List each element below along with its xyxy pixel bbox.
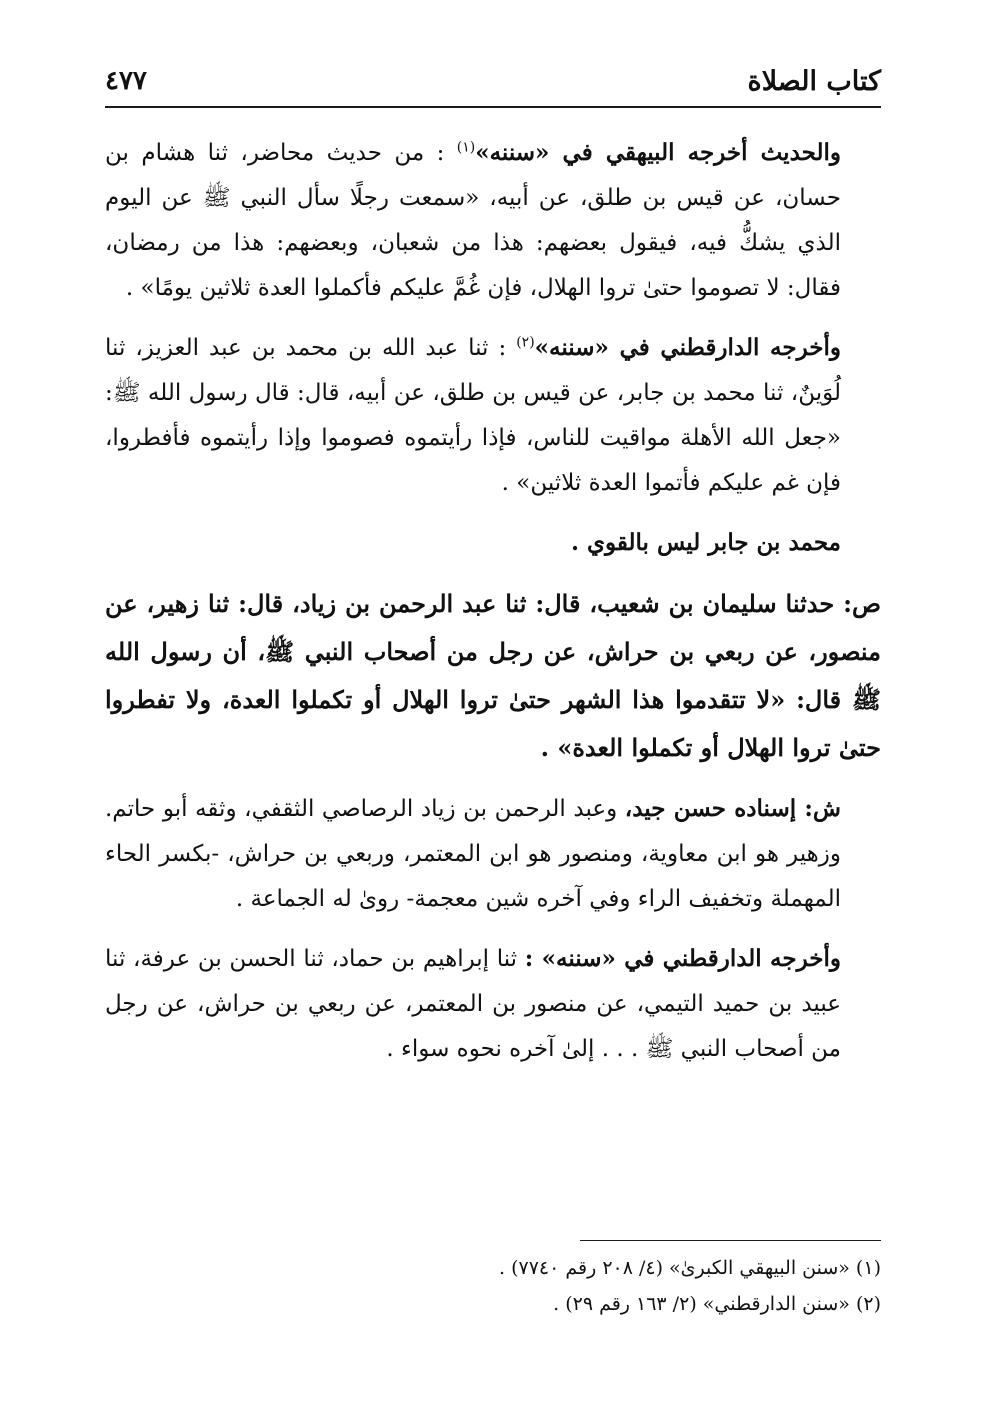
header-rule xyxy=(105,106,881,108)
paragraph-daraqutni-2 xyxy=(105,936,881,1072)
sharh-commentary xyxy=(105,786,881,922)
paragraph-text: : من حديث محاضر، ثنا هشام بن حسان، عن قيس بن طلق، عن أبيه، «سمعت رجلًا سأل النبي ﷺ عن اليوم الذي يشكُّ فيه، فيقول بعضهم: هذا من شعبان، وبعضهم: هذا من رمضان، فقال: لا تصوموا حتىٰ تروا الهلال، فإن غُمَّ عليكم فأكملوا العدة ثلاثين يومًا» . xyxy=(105,140,841,301)
matn-hadith: ص: حدثنا سليمان بن شعيب، قال: ثنا عبد الرحمن بن زياد، قال: ثنا زهير، عن منصور، عن ربعي بن حراش، عن رجل من أصحاب النبي ﷺ، أن رسول الله ﷺ قال: «لا تتقدموا هذا الشهر حتىٰ تروا الهلال أو تكملوا العدة، ولا تفطروا حتىٰ تروا الهلال أو تكملوا العدة» . xyxy=(105,589,882,762)
paragraph-jabir-note xyxy=(105,520,881,566)
footnote-1: (١) «سنن البيهقي الكبرىٰ» (٤/ ٢٠٨ رقم ٧٧٤٠) . xyxy=(499,1257,881,1279)
paragraph-lead: محمد بن جابر ليس بالقوي . xyxy=(570,529,841,556)
footnote-ref-1: (١) xyxy=(456,139,476,156)
paragraph-text: : ثنا عبد الله بن محمد بن عبد العزيز، ثنا لُوَينٌ، ثنا محمد بن جابر، عن قيس بن طلق، عن أبيه، قال: قال رسول الله ﷺ: «جعل الله الأهلة مواقيت للناس، فإذا رأيتموه فصوموا وإذا رأيتموه فأفطروا، فإن غم عليكم فأتموا العدة ثلاثين» . xyxy=(105,335,841,496)
footnote-rule xyxy=(580,1240,881,1241)
footnote-2: (٢) «سنن الدارقطني» (٢/ ١٦٣ رقم ٢٩) . xyxy=(553,1293,881,1315)
paragraph-lead: والحديث أخرجه البيهقي في «سننه» xyxy=(475,139,841,166)
sharh-text: وعبد الرحمن بن زياد الرصاصي الثقفي، وثقه أبو حاتم. وزهير هو ابن معاوية، ومنصور هو ابن المعتمر، وربعي بن حراش، -بكسر الحاء المهملة وتخفيف الراء وفي آخره شين معجمة- روىٰ له الجماعة . xyxy=(105,796,841,912)
paragraph-text: ثنا إبراهيم بن حماد، ثنا الحسن بن عرفة، ثنا عبيد بن حميد التيمي، عن منصور بن المعتمر، عن ربعي بن حراش، عن رجل من أصحاب النبي ﷺ . . . إلىٰ آخره نحوه سواء . xyxy=(105,946,841,1062)
running-header xyxy=(105,62,881,102)
footnote-ref-2: (٢) xyxy=(516,334,535,351)
paragraph-bayhaqi xyxy=(105,130,881,311)
page-number: ٤٧٧ xyxy=(105,66,147,96)
paragraph-lead: وأخرجه الدارقطني في «سننه» xyxy=(534,334,841,361)
main-text xyxy=(105,130,881,1086)
paragraph-lead: وأخرجه الدارقطني في «سننه» : xyxy=(524,945,842,972)
sharh-lead: ش: إسناده حسن جيد، xyxy=(624,795,842,822)
chapter-title: كتاب الصلاة xyxy=(747,66,881,97)
paragraph-daraqutni xyxy=(105,325,881,506)
footnotes xyxy=(105,1250,881,1322)
